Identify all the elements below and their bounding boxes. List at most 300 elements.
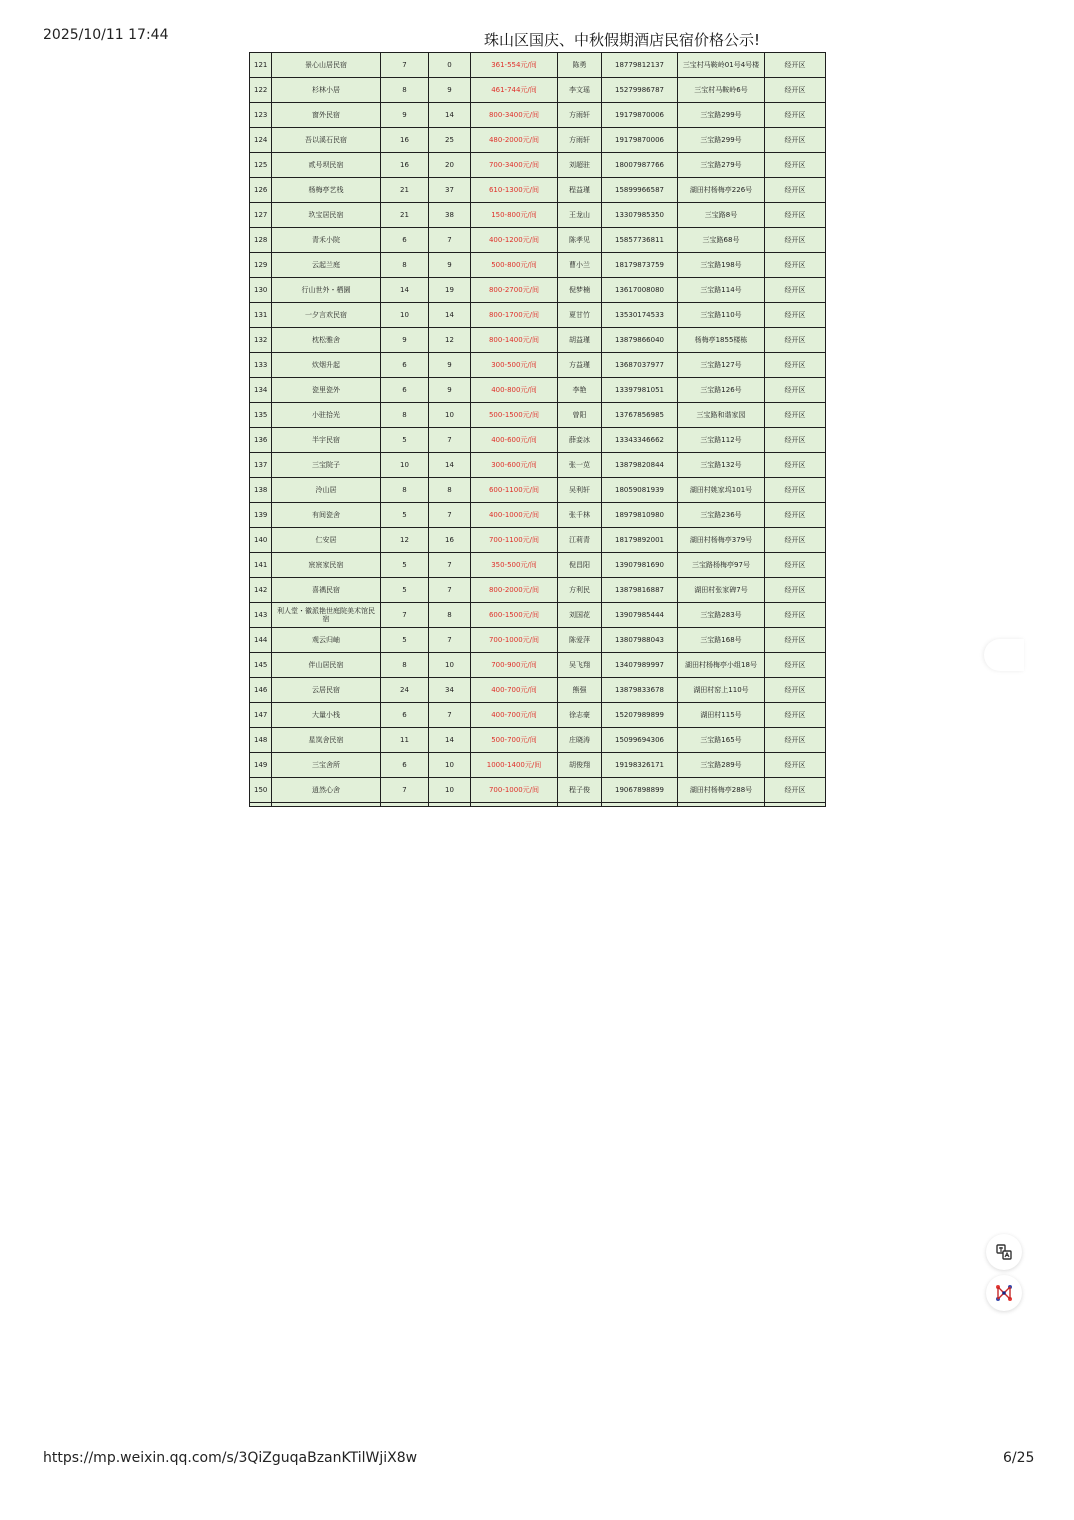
table-row: [250, 153, 826, 178]
cell-no: 138: [250, 478, 272, 503]
cell-no: 130: [250, 278, 272, 303]
cell-beds: 7: [429, 228, 471, 253]
price-table-body: [250, 53, 826, 807]
cell-contact: 刘超驻: [558, 153, 602, 178]
cell-name: 星岚舍民宿: [272, 728, 381, 753]
cell-name: 枕松雅舍: [272, 328, 381, 353]
cell-name: 青禾小院: [272, 228, 381, 253]
cell-no: 129: [250, 253, 272, 278]
cell-contact: 胡益瑾: [558, 328, 602, 353]
cell-no: 134: [250, 378, 272, 403]
cell-name: 贰号坝民宿: [272, 153, 381, 178]
cell-phone: 19198326171: [602, 753, 678, 778]
cell-district: 经开区: [765, 403, 826, 428]
cell-contact: 庄晓涛: [558, 728, 602, 753]
cell-price: 600-1500元/间: [471, 603, 558, 628]
table-row: [250, 503, 826, 528]
cell-price: 600-1100元/间: [471, 478, 558, 503]
cell-address: 三宝路165号: [678, 728, 765, 753]
cell-rooms: 8: [381, 78, 429, 103]
cell-price: 700-900元/间: [471, 653, 558, 678]
cell-name: 观云归岫: [272, 628, 381, 653]
cell-beds: 38: [429, 203, 471, 228]
cell-contact: 王龙山: [558, 203, 602, 228]
cell-district: 经开区: [765, 603, 826, 628]
cell-no: 121: [250, 53, 272, 78]
cell-rooms: 16: [381, 128, 429, 153]
cell-phone: 19179870006: [602, 103, 678, 128]
cell-contact: 方益瑾: [558, 353, 602, 378]
cell-price: 500-1500元/间: [471, 403, 558, 428]
cell-address: 三宝路8号: [678, 203, 765, 228]
cell-contact: 方利民: [558, 578, 602, 603]
cell-name: 一夕言欢民宿: [272, 303, 381, 328]
cell-address: 三宝路289号: [678, 753, 765, 778]
cell-no: 132: [250, 328, 272, 353]
cell-district: 经开区: [765, 428, 826, 453]
cell-no: 141: [250, 553, 272, 578]
cell-district: 经开区: [765, 628, 826, 653]
cell-contact: 陈爱萍: [558, 628, 602, 653]
cell-empty: [602, 803, 678, 807]
cell-contact: 方雨轩: [558, 103, 602, 128]
cell-beds: 14: [429, 303, 471, 328]
table-row: [250, 403, 826, 428]
cell-rooms: 7: [381, 603, 429, 628]
cell-contact: 张千林: [558, 503, 602, 528]
cell-district: 经开区: [765, 728, 826, 753]
cell-beds: 7: [429, 628, 471, 653]
cell-price: 800-1700元/间: [471, 303, 558, 328]
cell-contact: 倪昌阳: [558, 553, 602, 578]
cell-phone: 18979810980: [602, 503, 678, 528]
cell-contact: 李文瑶: [558, 78, 602, 103]
cell-name: 吾以溪石民宿: [272, 128, 381, 153]
cell-no: 146: [250, 678, 272, 703]
cell-contact: 胡俊翔: [558, 753, 602, 778]
cell-name: 半宇民宿: [272, 428, 381, 453]
cell-address: 三宝路299号: [678, 103, 765, 128]
cell-beds: 19: [429, 278, 471, 303]
cell-beds: 12: [429, 328, 471, 353]
cell-rooms: 7: [381, 778, 429, 803]
cell-no: 133: [250, 353, 272, 378]
cell-address: 三宝路126号: [678, 378, 765, 403]
cell-beds: 8: [429, 478, 471, 503]
cell-beds: 25: [429, 128, 471, 153]
cell-address: 湖田村杨梅亭小组18号: [678, 653, 765, 678]
cell-phone: 15279986787: [602, 78, 678, 103]
cell-address: 三宝路132号: [678, 453, 765, 478]
cell-district: 经开区: [765, 453, 826, 478]
cell-address: 湖田村杨梅亭379号: [678, 528, 765, 553]
cell-address: 三宝路279号: [678, 153, 765, 178]
cell-beds: 7: [429, 553, 471, 578]
cell-name: 仁安居: [272, 528, 381, 553]
table-row: [250, 303, 826, 328]
cell-price: 800-2700元/间: [471, 278, 558, 303]
table-row-cutoff: [250, 803, 826, 807]
cell-district: 经开区: [765, 553, 826, 578]
cell-phone: 13307985350: [602, 203, 678, 228]
cell-contact: 曾阳: [558, 403, 602, 428]
cell-contact: 李艳: [558, 378, 602, 403]
cell-phone: 18179892001: [602, 528, 678, 553]
cell-contact: 程益瑾: [558, 178, 602, 203]
cell-phone: 15207989899: [602, 703, 678, 728]
table-row: [250, 628, 826, 653]
cell-no: 145: [250, 653, 272, 678]
cell-phone: 19067898899: [602, 778, 678, 803]
cell-phone: 13767856985: [602, 403, 678, 428]
cell-empty: [765, 803, 826, 807]
cell-phone: 13907981690: [602, 553, 678, 578]
cell-beds: 9: [429, 253, 471, 278]
cell-contact: 方雨轩: [558, 128, 602, 153]
cell-no: 126: [250, 178, 272, 203]
cell-beds: 34: [429, 678, 471, 703]
cell-contact: 程子俊: [558, 778, 602, 803]
cell-rooms: 5: [381, 428, 429, 453]
cell-district: 经开区: [765, 128, 826, 153]
cell-rooms: 6: [381, 703, 429, 728]
cell-price: 400-1200元/间: [471, 228, 558, 253]
cell-phone: 18007987766: [602, 153, 678, 178]
cell-phone: 13879816887: [602, 578, 678, 603]
side-tab-icon[interactable]: [984, 639, 1024, 671]
cell-phone: 13343346662: [602, 428, 678, 453]
cell-phone: 13879866040: [602, 328, 678, 353]
cell-address: 湖田村杨梅亭288号: [678, 778, 765, 803]
cell-name: 景心山居民宿: [272, 53, 381, 78]
cell-phone: 13807988043: [602, 628, 678, 653]
table-row: [250, 428, 826, 453]
cell-name: 玖宝居民宿: [272, 203, 381, 228]
table-row: [250, 178, 826, 203]
cell-address: 湖田村窑上110号: [678, 678, 765, 703]
cell-address: 三宝路283号: [678, 603, 765, 628]
cell-rooms: 21: [381, 178, 429, 203]
cell-empty: [250, 803, 272, 807]
table-row: [250, 78, 826, 103]
cell-district: 经开区: [765, 503, 826, 528]
cell-district: 经开区: [765, 228, 826, 253]
cell-address: 杨梅亭1855楼栋: [678, 328, 765, 353]
cell-price: 700-1000元/间: [471, 778, 558, 803]
cell-name: 行山世外・栖園: [272, 278, 381, 303]
cell-phone: 15899966587: [602, 178, 678, 203]
price-table: [249, 52, 826, 807]
cell-no: 144: [250, 628, 272, 653]
cell-rooms: 8: [381, 253, 429, 278]
cell-no: 148: [250, 728, 272, 753]
table-row: [250, 203, 826, 228]
cell-beds: 9: [429, 78, 471, 103]
cell-no: 143: [250, 603, 272, 628]
cell-beds: 9: [429, 353, 471, 378]
cell-rooms: 16: [381, 153, 429, 178]
cell-phone: 15857736811: [602, 228, 678, 253]
cell-district: 经开区: [765, 753, 826, 778]
cell-rooms: 10: [381, 303, 429, 328]
cell-address: 三宝路68号: [678, 228, 765, 253]
table-row: [250, 678, 826, 703]
cell-name: 三宝舍所: [272, 753, 381, 778]
cell-district: 经开区: [765, 303, 826, 328]
cell-rooms: 11: [381, 728, 429, 753]
assistant-icon[interactable]: [986, 1275, 1022, 1311]
cell-rooms: 5: [381, 503, 429, 528]
cell-price: 1000-1400元/间: [471, 753, 558, 778]
cell-rooms: 21: [381, 203, 429, 228]
cell-district: 经开区: [765, 378, 826, 403]
cell-price: 400-1000元/间: [471, 503, 558, 528]
cell-price: 300-500元/间: [471, 353, 558, 378]
cell-name: 泠山居: [272, 478, 381, 503]
cell-no: 135: [250, 403, 272, 428]
cell-name: 炊烟升起: [272, 353, 381, 378]
cell-phone: 18059081939: [602, 478, 678, 503]
cell-price: 800-3400元/间: [471, 103, 558, 128]
cell-name: 利人堂・徽派艳世庭院美术馆民宿: [272, 603, 381, 628]
cell-name: 大量小栈: [272, 703, 381, 728]
cell-no: 149: [250, 753, 272, 778]
table-row: [250, 103, 826, 128]
cell-beds: 7: [429, 703, 471, 728]
cell-price: 400-800元/间: [471, 378, 558, 403]
cell-district: 经开区: [765, 703, 826, 728]
cell-name: 逍然心舍: [272, 778, 381, 803]
cell-empty: [272, 803, 381, 807]
cell-address: 三宝村马鞍岭6号: [678, 78, 765, 103]
cell-rooms: 6: [381, 228, 429, 253]
cell-no: 127: [250, 203, 272, 228]
cell-rooms: 9: [381, 103, 429, 128]
cell-price: 500-700元/间: [471, 728, 558, 753]
cell-price: 480-2000元/间: [471, 128, 558, 153]
cell-rooms: 8: [381, 653, 429, 678]
cell-contact: 张一苋: [558, 453, 602, 478]
cell-address: 三宝路127号: [678, 353, 765, 378]
table-row: [250, 353, 826, 378]
cell-rooms: 12: [381, 528, 429, 553]
cell-district: 经开区: [765, 153, 826, 178]
cell-address: 三宝路112号: [678, 428, 765, 453]
cell-name: 云居民宿: [272, 678, 381, 703]
cell-beds: 10: [429, 403, 471, 428]
cell-name: 瓷里瓷外: [272, 378, 381, 403]
cell-phone: 13530174533: [602, 303, 678, 328]
cell-price: 800-1400元/间: [471, 328, 558, 353]
cell-phone: 18179873759: [602, 253, 678, 278]
cell-district: 经开区: [765, 328, 826, 353]
cell-phone: 13407989997: [602, 653, 678, 678]
cell-empty: [471, 803, 558, 807]
cell-no: 139: [250, 503, 272, 528]
cell-address: 三宝路110号: [678, 303, 765, 328]
cell-district: 经开区: [765, 278, 826, 303]
cell-price: 350-500元/间: [471, 553, 558, 578]
cell-beds: 0: [429, 53, 471, 78]
cell-price: 461-744元/间: [471, 78, 558, 103]
table-row: [250, 378, 826, 403]
cell-empty: [429, 803, 471, 807]
cell-name: 杨梅亭艺栈: [272, 178, 381, 203]
cell-name: 云起兰庭: [272, 253, 381, 278]
page-url: https://mp.weixin.qq.com/s/3QiZguqaBzanKTilWjiX8w: [43, 1450, 418, 1466]
cell-empty: [558, 803, 602, 807]
cell-phone: 13687037977: [602, 353, 678, 378]
cell-no: 142: [250, 578, 272, 603]
cell-rooms: 8: [381, 403, 429, 428]
cell-beds: 7: [429, 578, 471, 603]
cell-district: 经开区: [765, 478, 826, 503]
cell-phone: 18779812137: [602, 53, 678, 78]
cell-contact: 陈孝见: [558, 228, 602, 253]
cell-beds: 10: [429, 753, 471, 778]
cell-contact: 吴利轩: [558, 478, 602, 503]
cell-no: 131: [250, 303, 272, 328]
cell-address: 湖田村杨梅亭226号: [678, 178, 765, 203]
cell-price: 700-3400元/间: [471, 153, 558, 178]
cell-name: 小驻拾光: [272, 403, 381, 428]
page-number: 6/25: [1003, 1450, 1035, 1466]
cell-no: 147: [250, 703, 272, 728]
cell-district: 经开区: [765, 678, 826, 703]
cell-rooms: 5: [381, 628, 429, 653]
cell-district: 经开区: [765, 653, 826, 678]
table-row: [250, 778, 826, 803]
cell-contact: 夏甘竹: [558, 303, 602, 328]
cell-address: 三宝路杨梅亭97号: [678, 553, 765, 578]
table-row: [250, 453, 826, 478]
cell-name: 伴山居民宿: [272, 653, 381, 678]
table-row: [250, 653, 826, 678]
cell-price: 800-2000元/间: [471, 578, 558, 603]
cell-address: 三宝村马鞍岭01号4号楼: [678, 53, 765, 78]
cell-beds: 7: [429, 503, 471, 528]
cell-price: 400-700元/间: [471, 703, 558, 728]
cell-empty: [678, 803, 765, 807]
cell-name: 喜禑民宿: [272, 578, 381, 603]
cell-rooms: 9: [381, 328, 429, 353]
cell-district: 经开区: [765, 53, 826, 78]
cell-no: 128: [250, 228, 272, 253]
cell-price: 361-554元/间: [471, 53, 558, 78]
cell-address: 湖田村姚家坞101号: [678, 478, 765, 503]
table-row: [250, 253, 826, 278]
cell-address: 三宝路299号: [678, 128, 765, 153]
cell-address: 湖田村张家碑7号: [678, 578, 765, 603]
cell-contact: 曹小兰: [558, 253, 602, 278]
cell-district: 经开区: [765, 178, 826, 203]
cell-empty: [381, 803, 429, 807]
cell-beds: 20: [429, 153, 471, 178]
cell-no: 136: [250, 428, 272, 453]
cell-beds: 10: [429, 778, 471, 803]
cell-price: 500-800元/间: [471, 253, 558, 278]
table-row: [250, 328, 826, 353]
cell-beds: 10: [429, 653, 471, 678]
cell-rooms: 5: [381, 553, 429, 578]
table-row: [250, 578, 826, 603]
cell-no: 140: [250, 528, 272, 553]
cell-contact: 薛妾冰: [558, 428, 602, 453]
cell-address: 三宝路和谐家园: [678, 403, 765, 428]
cell-address: 三宝路198号: [678, 253, 765, 278]
cell-beds: 14: [429, 728, 471, 753]
table-row: [250, 528, 826, 553]
cell-rooms: 6: [381, 378, 429, 403]
cell-address: 三宝路236号: [678, 503, 765, 528]
cell-rooms: 5: [381, 578, 429, 603]
table-row: [250, 603, 826, 628]
cell-rooms: 6: [381, 353, 429, 378]
table-row: [250, 478, 826, 503]
cell-contact: 刘国花: [558, 603, 602, 628]
table-row: [250, 228, 826, 253]
translate-icon[interactable]: [986, 1234, 1022, 1270]
table-row: [250, 128, 826, 153]
cell-rooms: 8: [381, 478, 429, 503]
cell-rooms: 7: [381, 53, 429, 78]
cell-address: 三宝路168号: [678, 628, 765, 653]
cell-phone: 13617008080: [602, 278, 678, 303]
cell-district: 经开区: [765, 578, 826, 603]
cell-district: 经开区: [765, 203, 826, 228]
cell-district: 经开区: [765, 253, 826, 278]
cell-no: 137: [250, 453, 272, 478]
cell-phone: 13879833678: [602, 678, 678, 703]
cell-name: 宸宸家民宿: [272, 553, 381, 578]
cell-district: 经开区: [765, 528, 826, 553]
page-title: 珠山区国庆、中秋假期酒店民宿价格公示!: [484, 31, 761, 49]
cell-name: 三宝院子: [272, 453, 381, 478]
table-row: [250, 753, 826, 778]
cell-beds: 14: [429, 103, 471, 128]
cell-no: 150: [250, 778, 272, 803]
cell-rooms: 6: [381, 753, 429, 778]
cell-beds: 7: [429, 428, 471, 453]
cell-name: 有间瓷舍: [272, 503, 381, 528]
cell-phone: 13397981051: [602, 378, 678, 403]
cell-price: 300-600元/间: [471, 453, 558, 478]
table-row: [250, 53, 826, 78]
cell-contact: 江莉青: [558, 528, 602, 553]
cell-price: 400-600元/间: [471, 428, 558, 453]
cell-no: 122: [250, 78, 272, 103]
cell-beds: 9: [429, 378, 471, 403]
cell-contact: 陈勇: [558, 53, 602, 78]
table-row: [250, 278, 826, 303]
table-row: [250, 553, 826, 578]
cell-name: 杉林小居: [272, 78, 381, 103]
cell-price: 610-1300元/间: [471, 178, 558, 203]
cell-price: 400-700元/间: [471, 678, 558, 703]
cell-phone: 15099694306: [602, 728, 678, 753]
cell-contact: 徐志豪: [558, 703, 602, 728]
cell-no: 125: [250, 153, 272, 178]
cell-district: 经开区: [765, 78, 826, 103]
cell-contact: 熊强: [558, 678, 602, 703]
cell-address: 湖田村115号: [678, 703, 765, 728]
cell-no: 123: [250, 103, 272, 128]
cell-contact: 倪梦楠: [558, 278, 602, 303]
cell-beds: 16: [429, 528, 471, 553]
cell-beds: 37: [429, 178, 471, 203]
cell-price: 150-800元/间: [471, 203, 558, 228]
cell-no: 124: [250, 128, 272, 153]
